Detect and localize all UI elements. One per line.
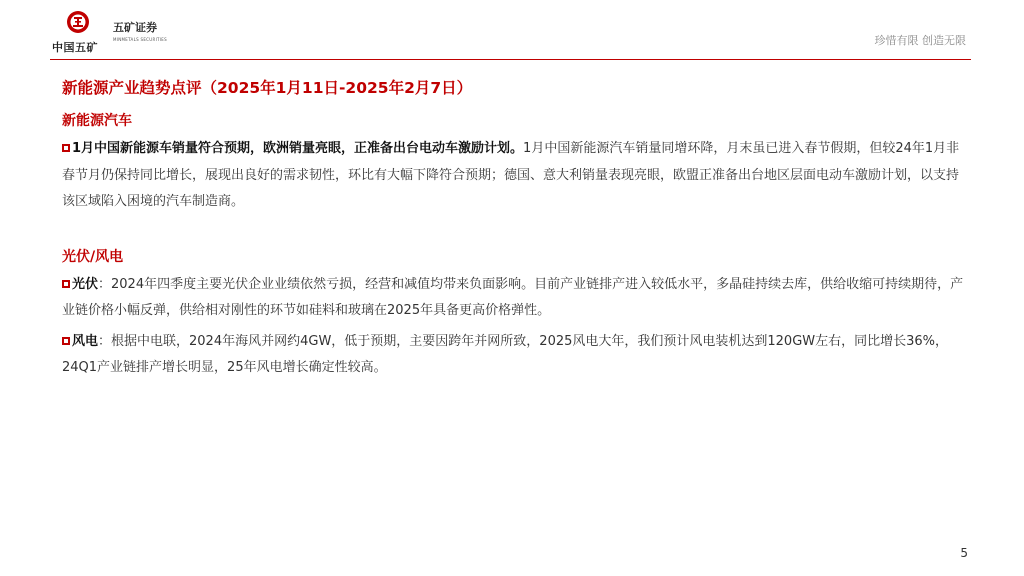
page-title: 新能源产业趋势点评（2025年1月11日-2025年2月7日）: [62, 79, 473, 97]
paragraph-body: ：根据中电联，2024年海风并网约4GW，低于预期，主要因跨年并网所致，2025风电大年，我们预计风电装机达到120GW左右，同比增长36%，24Q1产业链排产增长明显，25年风电增长确定性较高。: [62, 333, 949, 375]
minmetals-logo-icon: [66, 10, 90, 36]
page-number: 5: [960, 546, 968, 560]
paragraph-body: 1月中国新能源汽车销量同增环降，月末虽已进入春节假期，但较24年1月非春节月仍保持同比增长，展现出良好的需求韧性，环比有大幅下降符合预期；德国、意大利销量表现亮眼，欧盟正准备出台地区层面电动车激励计划，以支持该区域陷入困境的汽车制造商。: [62, 141, 960, 209]
brand-subtitle: MINMETALS SECURITIES: [113, 37, 167, 42]
paragraph-nev: [62, 136, 967, 216]
square-bullet-icon: [62, 337, 70, 345]
paragraph-lead: 光伏: [72, 276, 99, 292]
minmetals-logo: [50, 10, 106, 54]
slide-content: [62, 76, 967, 382]
paragraph-lead: 风电: [72, 333, 99, 349]
header-divider: [50, 59, 971, 60]
paragraph-wind: [62, 329, 967, 382]
logo-text: 中国五矿: [52, 41, 98, 54]
slogan: 珍惜有限 创造无限: [874, 34, 966, 47]
brand: [113, 19, 167, 42]
paragraph-body: ：2024年四季度主要光伏企业业绩依然亏损，经营和减值均带来负面影响。目前产业链排产进入较低水平，多晶硅持续去库，供给收缩可持续期待，产业链价格小幅反弹，供给相对刚性的环节如硅料和玻璃在2025年具备更高价格弹性。: [62, 276, 964, 318]
paragraph-pv: [62, 272, 967, 325]
square-bullet-icon: [62, 144, 70, 152]
page-header: [0, 0, 1024, 62]
square-bullet-icon: [62, 280, 70, 288]
paragraph-lead: 1月中国新能源车销量符合预期，欧洲销量亮眼，正准备出台电动车激励计划。: [72, 141, 524, 156]
section-heading-nev: 新能源汽车: [62, 113, 132, 129]
section-heading-pv-wind: 光伏/风电: [62, 248, 124, 265]
brand-name: 五矿证券: [113, 21, 157, 34]
